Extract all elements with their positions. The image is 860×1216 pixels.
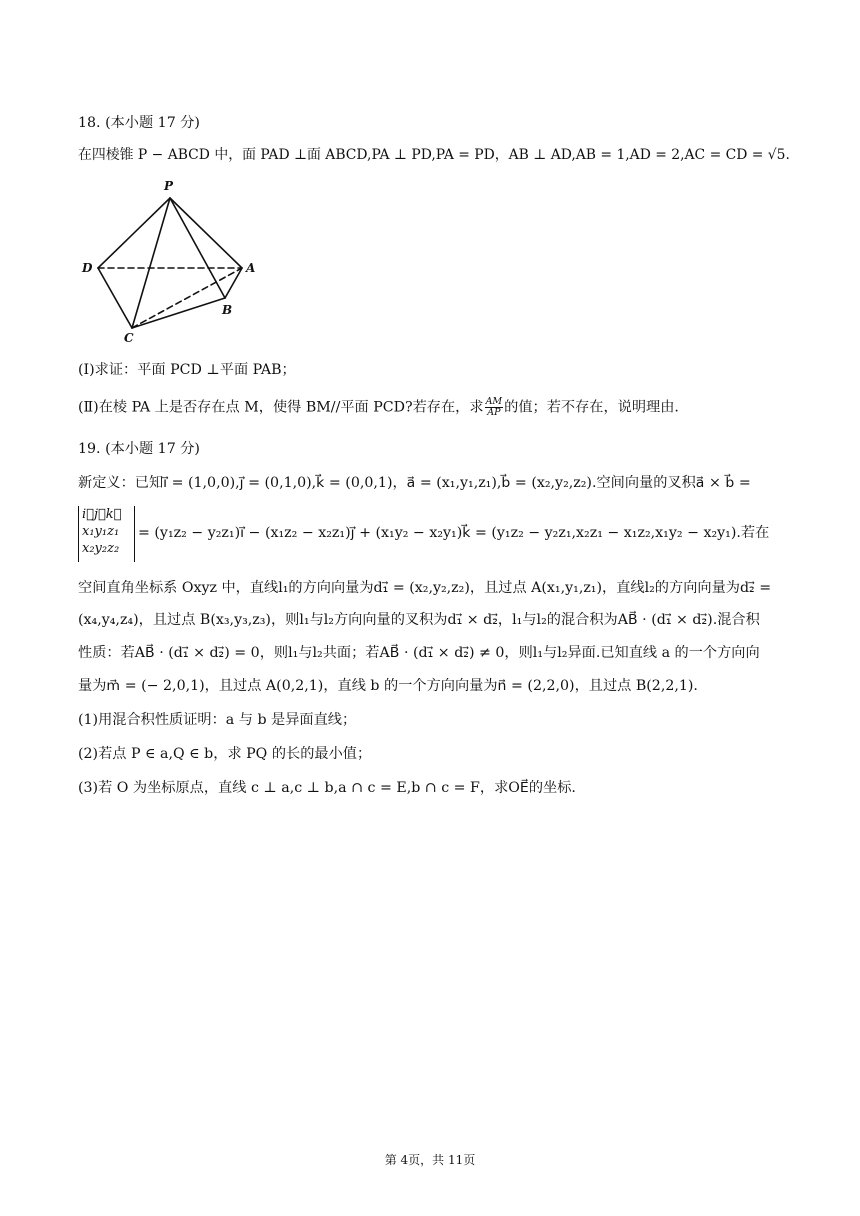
fraction-AM-over-AP — [485, 397, 504, 418]
q18-part2-pre: (Ⅱ)在棱 PA 上是否存在点 M，使得 BM//平面 PCD?若存在，求 — [78, 399, 484, 416]
edge-PA — [170, 198, 242, 268]
page-footer: 第 4页，共 11页 — [384, 1153, 476, 1167]
q19-part3: (3)若 O 为坐标原点，直线 c ⊥ a,c ⊥ b,a ∩ c = E,b ∩ c = F，求OE⃗的坐标. — [78, 780, 576, 796]
q18-part2 — [78, 397, 679, 418]
det-row2: x₁y₁z₁ — [82, 524, 120, 539]
frac-num: AM — [485, 396, 503, 407]
q19-line2: = (y₁z₂ − y₂z₁)i⃗ − (x₁z₂ − x₂z₁)j⃗ + (x₁y₂ − x₂y₁)k⃗ = (y₁z₂ − y₂z₁,x₂z₁ − x₁z₂,x₁y₂ − x₂y₁).若在 — [138, 525, 770, 541]
q19-header: 19. (本小题 17 分) — [78, 441, 200, 457]
det-row1: i⃗j⃗k⃗ — [82, 507, 122, 522]
q19-line6: 量为m⃗ = (− 2,0,1)，且过点 A(0,2,1)，直线 b 的一个方向向量为n⃗ = (2,2,0)，且过点 B(2,2,1). — [78, 678, 698, 694]
edge-PB — [170, 198, 225, 298]
label-D: D — [82, 261, 93, 275]
frac-den: AP — [487, 407, 501, 418]
q19-line5: 性质：若AB⃗ · (d₁⃗ × d₂⃗) = 0，则l₁与l₂共面；若AB⃗ · (d₁⃗ × d₂⃗) ≠ 0，则l₁与l₂异面.已知直线 a 的一个方向向 — [78, 645, 760, 661]
q19-line4: (x₄,y₄,z₄)，且过点 B(x₃,y₃,z₃)，则l₁与l₂方向向量的叉积为d₁⃗ × d₂⃗，l₁与l₂的混合积为AB⃗ · (d₁⃗ × d₂⃗).混合积 — [78, 612, 760, 628]
label-P: P — [164, 179, 174, 193]
q19-line3: 空间直角坐标系 Oxyz 中，直线l₁的方向向量为d₁⃗ = (x₂,y₂,z₂)，且过点 A(x₁,y₁,z₁)，直线l₂的方向向量为d₂⃗ = — [78, 580, 772, 596]
det-row3: x₂y₂z₂ — [82, 541, 120, 556]
label-C: C — [124, 331, 134, 345]
q19-line1: 新定义：已知i⃗ = (1,0,0),j⃗ = (0,1,0),k⃗ = (0,0,1)，a⃗ = (x₁,y₁,z₁),b⃗ = (x₂,y₂,z₂).空间向量的叉积a⃗ × b⃗ = — [78, 475, 751, 491]
q18-stem: 在四棱锥 P − ABCD 中，面 PAD ⊥面 ABCD,PA ⊥ PD,PA = PD，AB ⊥ AD,AB = 1,AD = 2,AC = CD = √5. — [78, 147, 790, 163]
q18-part2-post: 的值；若不存在，说明理由. — [504, 399, 679, 416]
q18-part1: (Ⅰ)求证：平面 PCD ⊥平面 PAB； — [78, 362, 296, 378]
pyramid-figure — [78, 178, 268, 346]
q18-header: 18. (本小题 17 分) — [78, 115, 200, 131]
cross-product-determinant — [78, 506, 135, 562]
label-A: A — [246, 261, 256, 275]
q19-part1: (1)用混合积性质证明：a 与 b 是异面直线； — [78, 712, 357, 728]
label-B: B — [222, 303, 233, 317]
edge-DC — [98, 268, 132, 328]
q19-part2: (2)若点 P ∈ a,Q ∈ b，求 PQ 的长的最小值； — [78, 746, 372, 762]
